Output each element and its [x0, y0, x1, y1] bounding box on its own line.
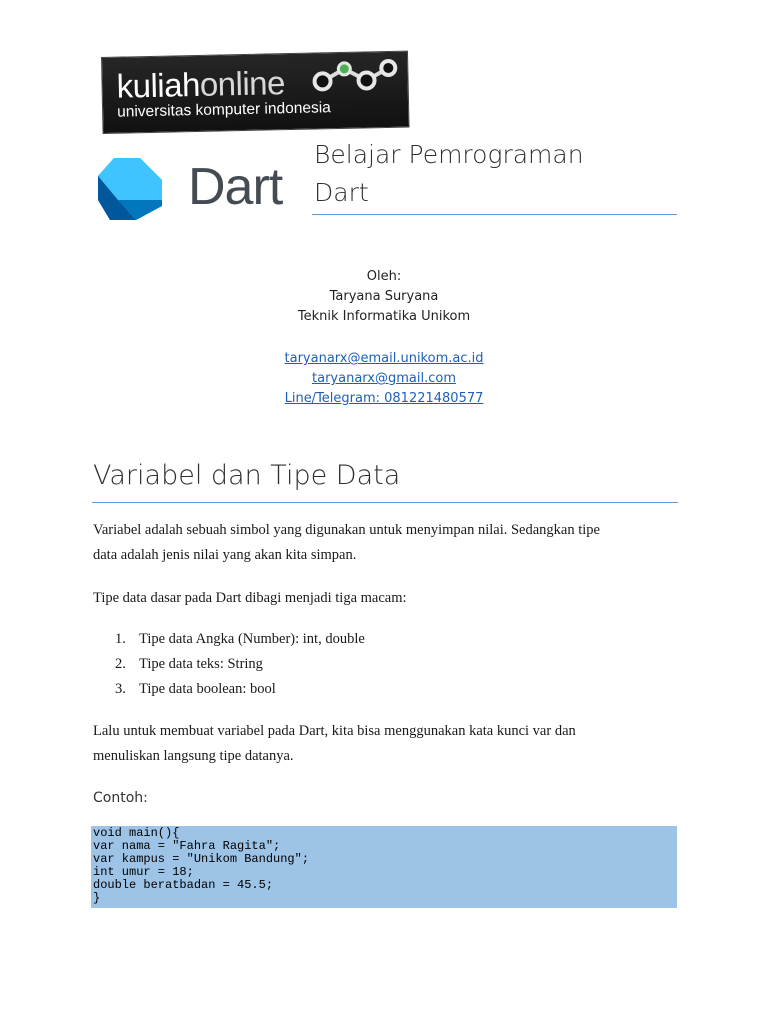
code-line: }	[93, 891, 101, 905]
network-nodes-icon	[310, 58, 403, 100]
author-by-label: Oleh:	[366, 269, 402, 284]
list-item: 1. Tipe data Angka (Number): int, double	[115, 631, 365, 647]
dart-logo-icon	[96, 156, 164, 222]
email-link-primary[interactable]: taryanarx@email.unikom.ac.id	[284, 351, 484, 366]
title-divider	[312, 214, 677, 215]
code-line: void main(){	[93, 826, 180, 840]
banner-brand: kuliahonline	[116, 64, 286, 105]
title-line-2: Dart	[314, 178, 369, 207]
section-divider	[92, 502, 678, 503]
author-name: Taryana Suryana	[329, 289, 439, 304]
list-item: 2. Tipe data teks: String	[115, 656, 263, 672]
paragraph-line: Variabel adalah sebuah simbol yang digunakan untuk menyimpan nilai. Sedangkan tipe	[93, 522, 600, 538]
code-line: var kampus = "Unikom Bandung";	[93, 852, 310, 866]
document-title	[314, 136, 674, 212]
paragraph-line: menuliskan langsung tipe datanya.	[93, 748, 294, 764]
author-block	[0, 267, 768, 327]
code-line: var nama = "Fahra Ragita";	[93, 839, 281, 853]
banner-tagline: universitas komputer indonesia	[116, 99, 331, 121]
section-heading: Variabel dan Tipe Data	[93, 460, 401, 491]
code-line: double beratbadan = 45.5;	[93, 878, 274, 892]
dart-wordmark: Dart	[188, 158, 283, 216]
code-line: int umur = 18;	[93, 865, 194, 879]
contact-link[interactable]: Line/Telegram: 081221480577	[284, 391, 484, 406]
paragraph-var-keyword	[93, 719, 683, 769]
paragraph-line: data adalah jenis nilai yang akan kita simpan.	[93, 547, 357, 563]
code-block	[91, 826, 677, 908]
title-line-1: Belajar Pemrograman	[314, 140, 584, 169]
example-label: Contoh:	[93, 790, 148, 806]
paragraph-definition	[93, 518, 683, 568]
email-link-secondary[interactable]: taryanarx@gmail.com	[312, 371, 456, 386]
kuliahonline-banner	[101, 51, 410, 134]
paragraph-types-intro: Tipe data dasar pada Dart dibagi menjadi tiga macam:	[93, 590, 407, 606]
list-item: 3. Tipe data boolean: bool	[115, 681, 276, 697]
contact-block	[0, 349, 768, 409]
author-affiliation: Teknik Informatika Unikom	[297, 309, 471, 324]
paragraph-line: Lalu untuk membuat variabel pada Dart, kita bisa menggunakan kata kunci var dan	[93, 723, 576, 739]
